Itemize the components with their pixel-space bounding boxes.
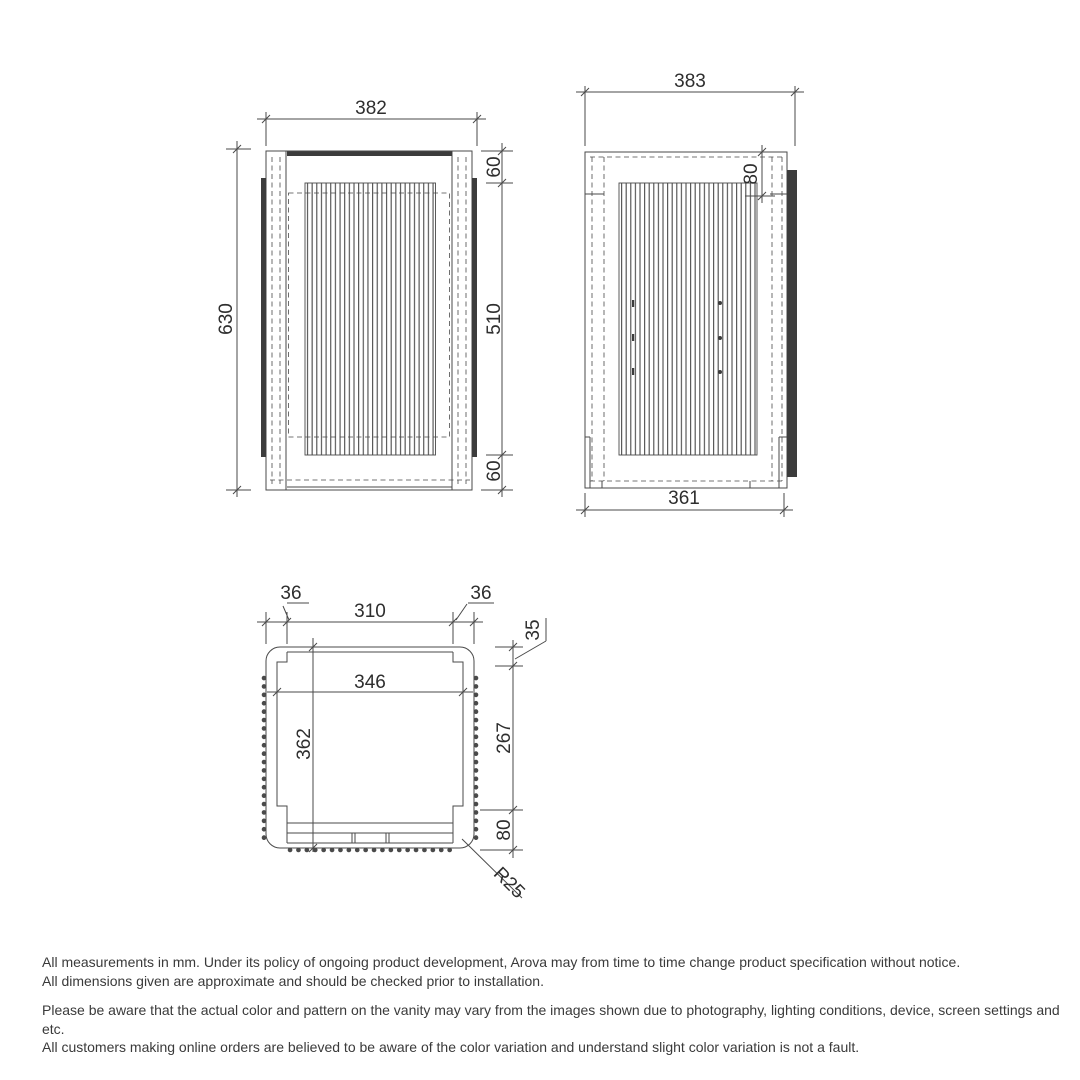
side-elevation-view [576,71,804,517]
front-top-rail-edge [287,152,452,157]
dim-top-front-depth: 80 [494,819,515,841]
disclaimer-paragraph-1 [42,953,1062,990]
disclaimer-line-1: All measurements in mm. Under its policy of ongoing product development, Arova may from time to time change product specification without notice. [42,954,961,970]
dim-corner-radius: R25 [489,863,529,903]
dim-side-top-inset: 80 [741,163,762,185]
disclaimer-line-3: Please be aware that the actual color and pattern on the vanity may vary from the images shown due to photography, lighting conditions, device, screen settings and etc. [42,1002,1060,1037]
dim-front-door: 510 [484,303,505,335]
dim-top-depth: 362 [294,728,315,760]
disclaimer-line-4: All customers making online orders are believed to be aware of the color variation and understand slight color variation is not a fault. [42,1039,860,1055]
side-dim-width-lines [576,86,804,146]
disclaimer-paragraph-2 [42,1001,1062,1057]
side-fluted-panel [619,183,757,455]
front-fluted-panel [305,183,436,455]
top-plan-view [257,583,546,903]
dim-front-width: 382 [355,98,387,119]
dim-top-opening: 346 [354,672,386,693]
front-left-side-edge [261,178,266,457]
front-right-side-edge [472,178,477,457]
disclaimer-line-2: All dimensions given are approximate and should be checked prior to installation. [42,972,544,989]
scallop-edges [264,678,476,850]
dim-top-left-side: 36 [280,583,302,604]
dim-top-inner-width: 310 [354,601,386,622]
dim-side-base: 361 [668,488,700,509]
dim-top-side-depth: 267 [494,722,515,754]
dim-front-top-rail: 60 [484,156,505,178]
dim-front-height: 630 [216,303,237,335]
side-front-edge [787,170,797,477]
dim-top-back-inset: 35 [523,619,544,641]
dim-side-width: 383 [674,71,706,92]
dim-front-bottom-rail: 60 [484,460,505,482]
dim-top-right-side: 36 [470,583,492,604]
disclaimer-text [42,953,1062,1068]
front-elevation-view [216,98,513,497]
